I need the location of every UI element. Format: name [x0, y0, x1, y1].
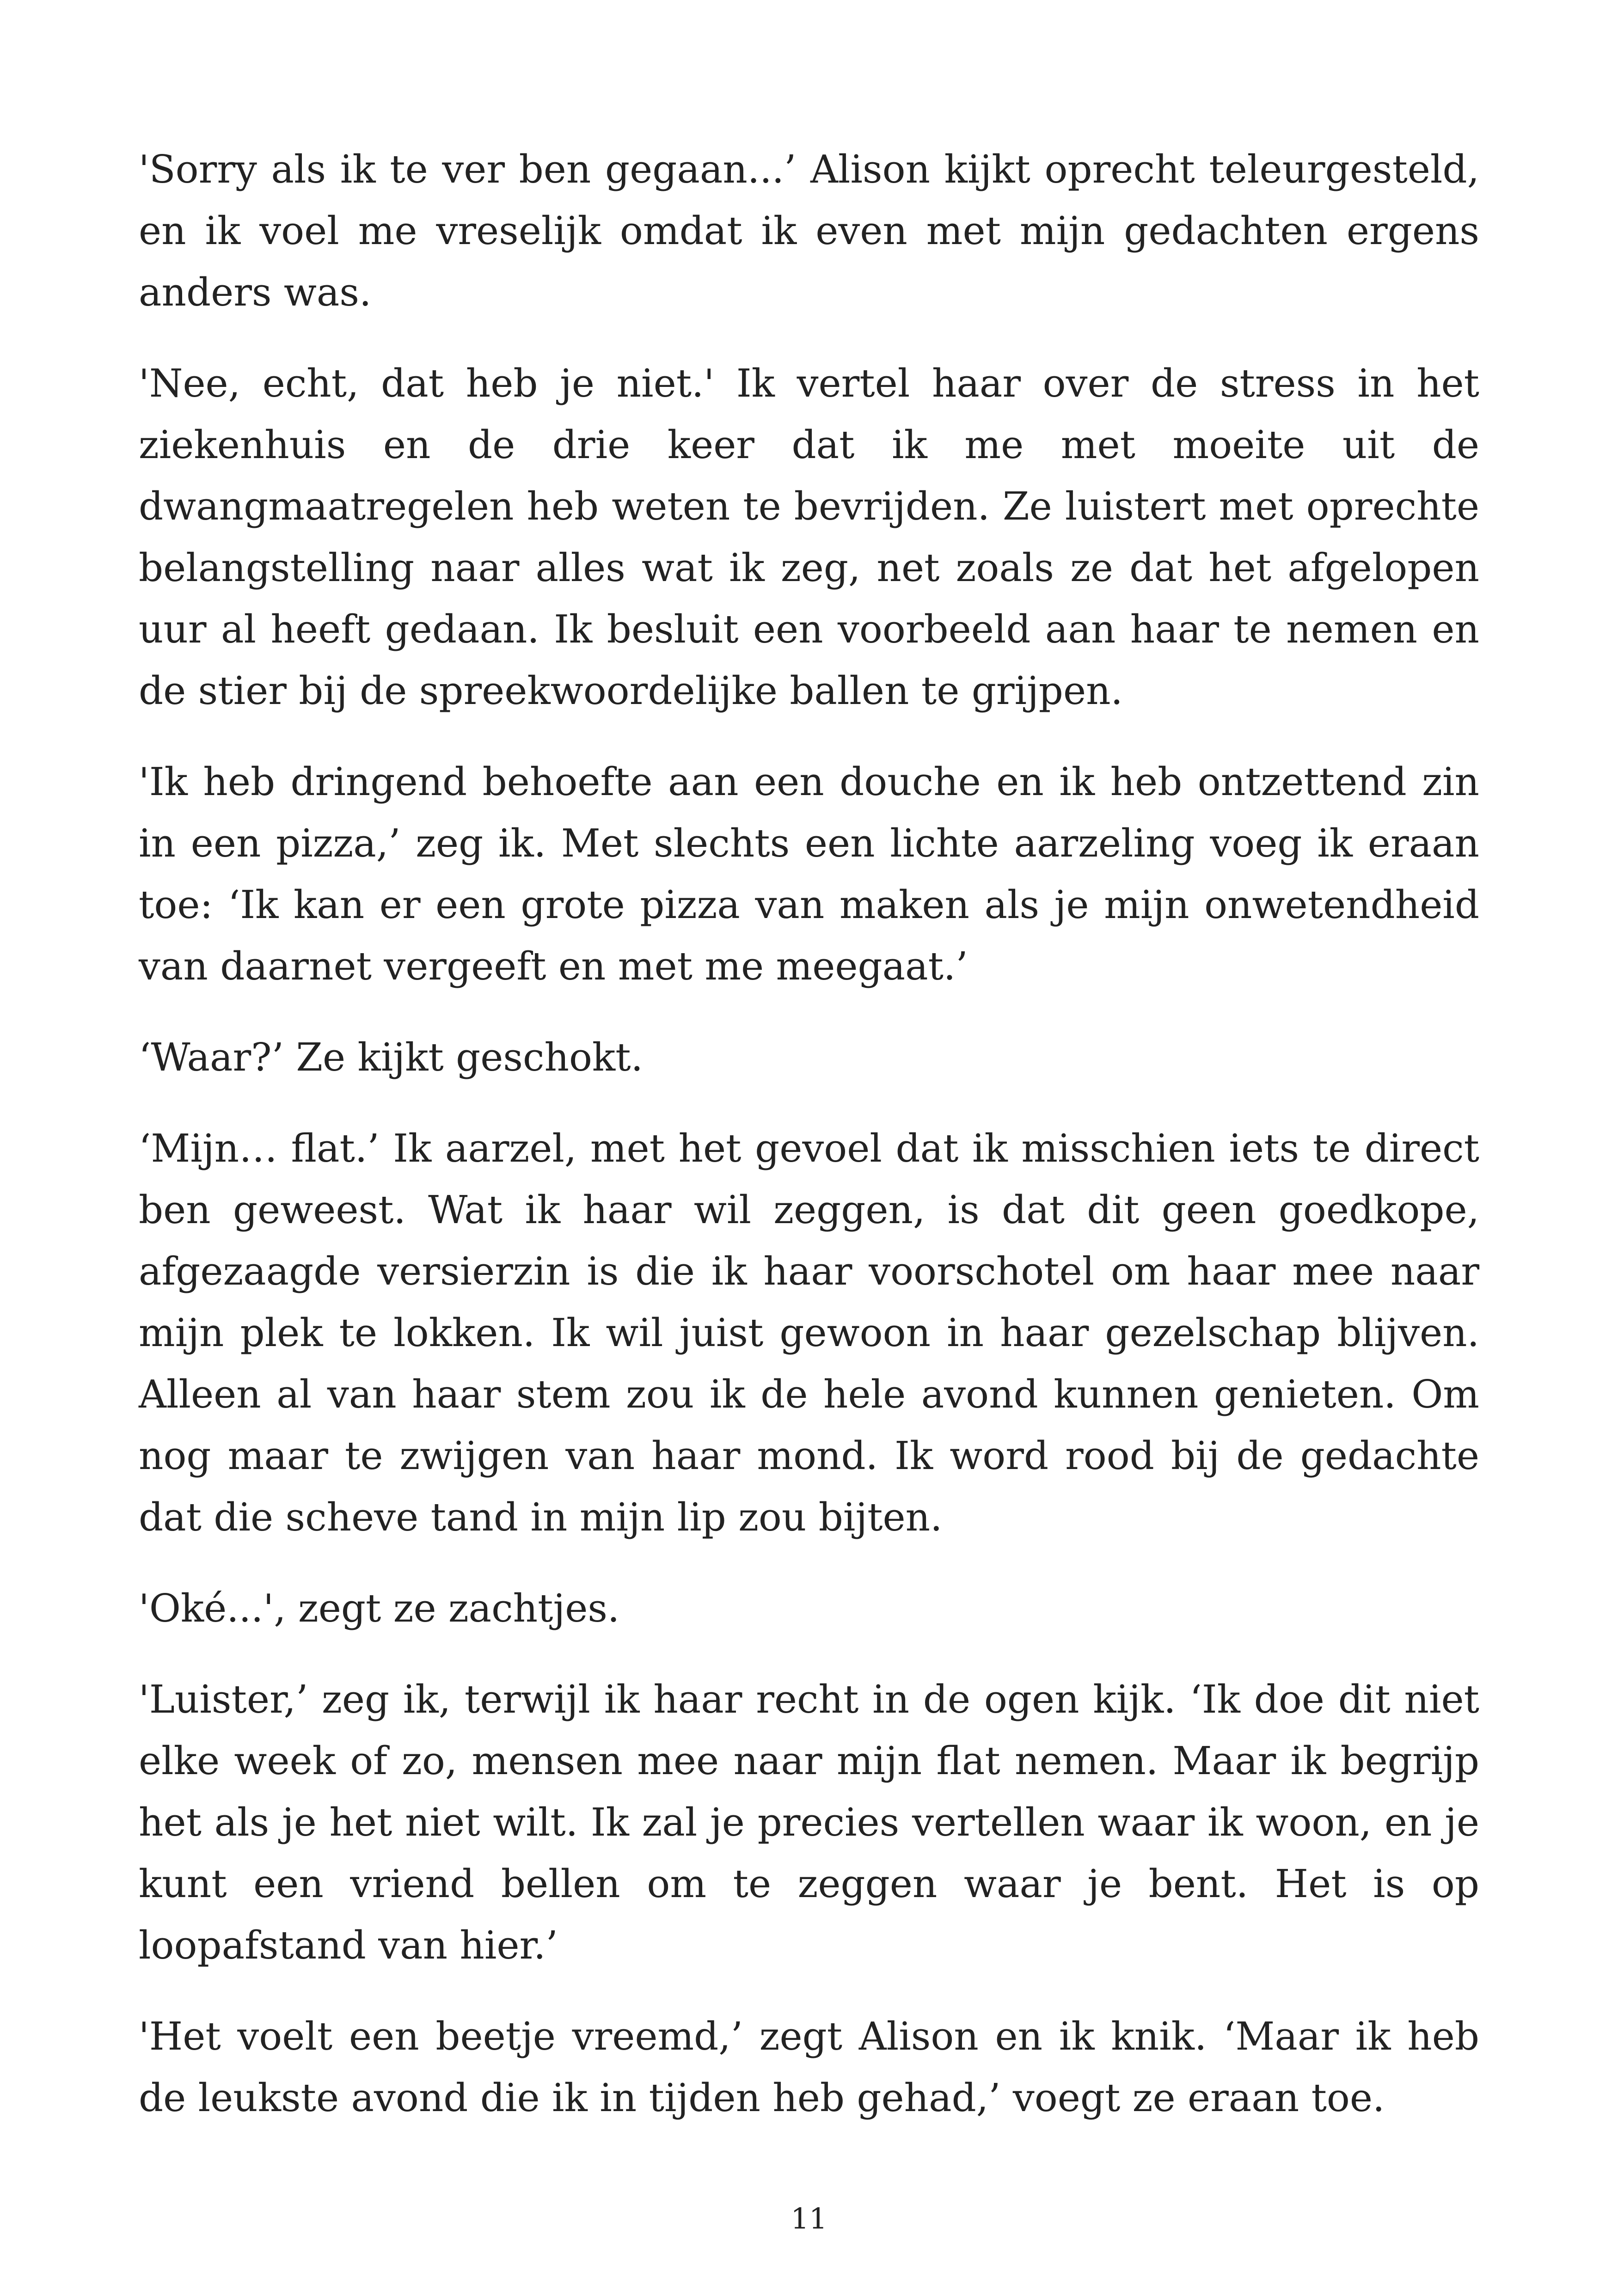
- paragraph-3: 'Ik heb dringend behoefte aan een douche en ik heb ontzettend zin in een pizza,’ zeg ik. Met slechts een lichte aarzeling voeg ik eraan toe: ‘Ik kan er een grote pizza van maken als je mijn onwetendheid van daarnet vergeeft en met me meegaat.’: [139, 759, 1479, 989]
- page-number: 11: [791, 2202, 827, 2235]
- paragraph-6: 'Oké...', zegt ze zachtjes.: [139, 1586, 620, 1631]
- paragraph-8: 'Het voelt een beetje vreemd,’ zegt Alison en ik knik. ‘Maar ik heb de leukste avond die ik in tijden heb gehad,’ voegt ze eraan toe.: [139, 2014, 1479, 2120]
- page-body: [139, 139, 1479, 2182]
- paragraph-5: ‘Mijn… flat.’ Ik aarzel, met het gevoel dat ik misschien iets te direct ben geweest. Wat ik haar wil zeggen, is dat dit geen goedkope, afgezaagde versierzin is die ik haar voorschotel om haar mee naar mijn plek te lokken. Ik wil juist gewoon in haar gezelschap blijven. Alleen al van haar stem zou ik de hele avond kunnen genieten. Om nog maar te zwijgen van haar mond. Ik word rood bij de gedachte dat die scheve tand in mijn lip zou bijten.: [139, 1126, 1479, 1540]
- paragraph-7: 'Luister,’ zeg ik, terwijl ik haar recht in de ogen kijk. ‘Ik doe dit niet elke week of zo, mensen mee naar mijn flat nemen. Maar ik begrijp het als je het niet wilt. Ik zal je precies vertellen waar ik woon, en je kunt een vriend bellen om te zeggen waar je bent. Het is op loopafstand van hier.’: [139, 1677, 1479, 1968]
- paragraph-4: ‘Waar?’ Ze kijkt geschokt.: [139, 1035, 643, 1080]
- paragraph-2: 'Nee, echt, dat heb je niet.' Ik vertel haar over de stress in het ziekenhuis en de drie keer dat ik me met moeite uit de dwangmaatregelen heb weten te bevrijden. Ze luistert met oprechte belangstelling naar alles wat ik zeg, net zoals ze dat het afgelopen uur al heeft gedaan. Ik besluit een voorbeeld aan haar te nemen en de stier bij de spreekwoordelijke ballen te grijpen.: [139, 361, 1479, 713]
- paragraph-1: 'Sorry als ik te ver ben gegaan...’ Alison kijkt oprecht teleurgesteld, en ik voel me vreselijk omdat ik even met mijn gedachten ergens anders was.: [139, 147, 1479, 315]
